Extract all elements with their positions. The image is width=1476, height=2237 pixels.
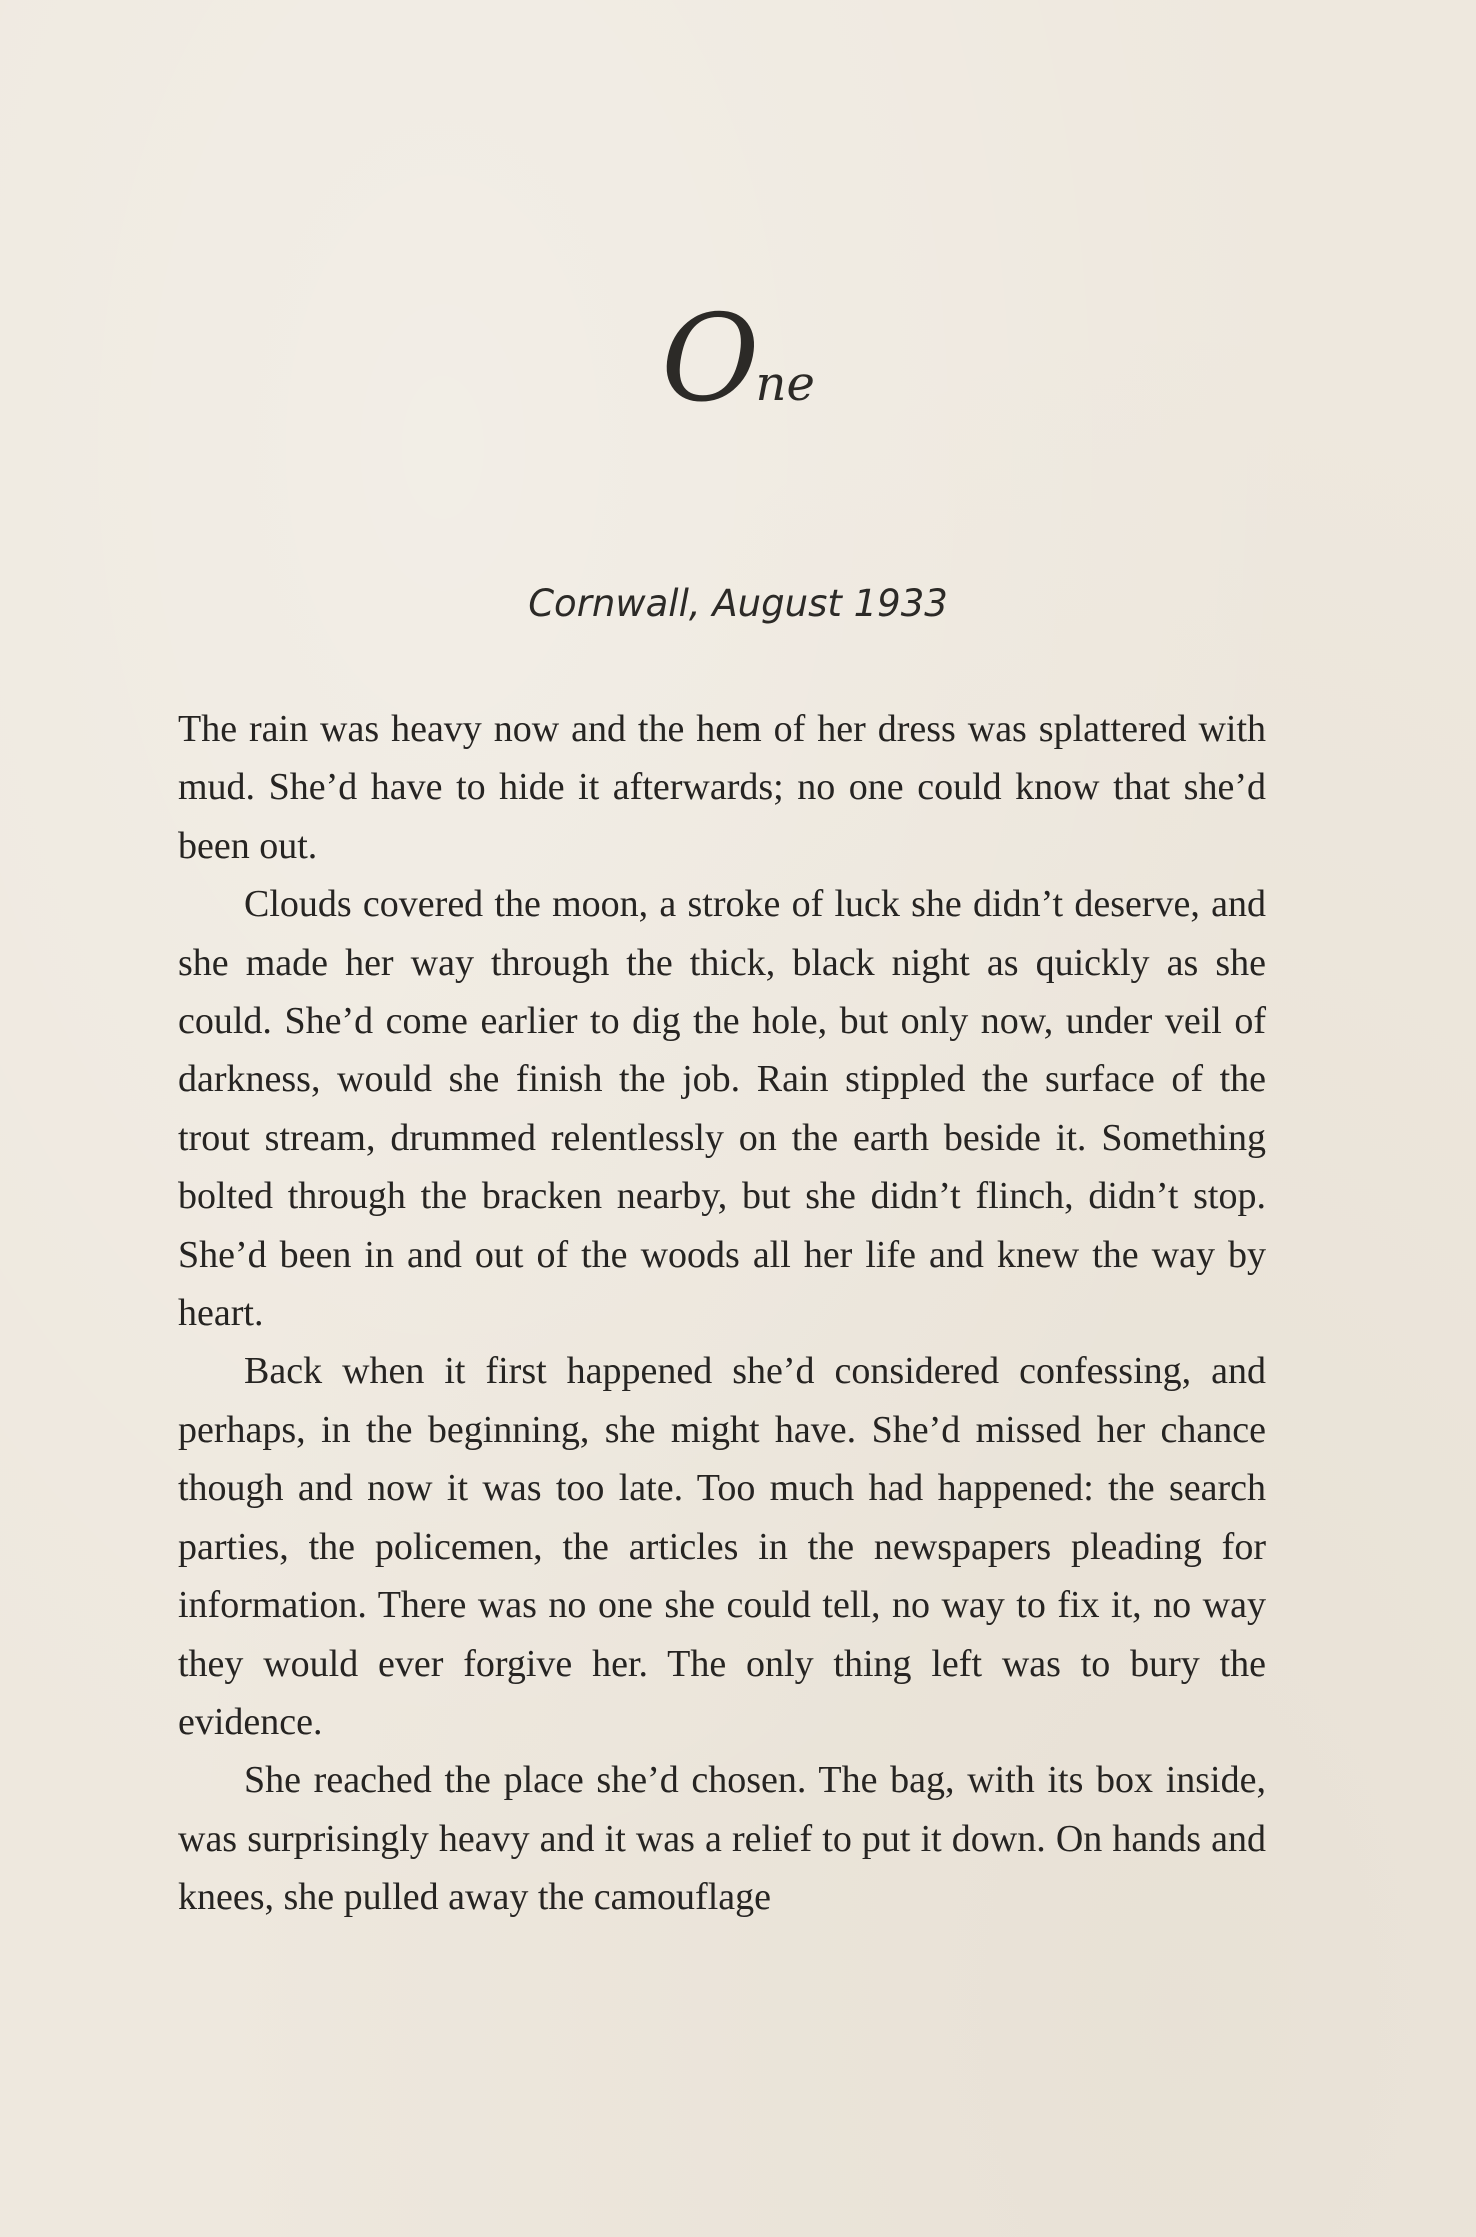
chapter-title-initial: O (661, 290, 756, 429)
chapter-title (0, 290, 1476, 429)
body-text (178, 700, 1266, 1927)
chapter-place-date: Cornwall, August 1933 (528, 582, 948, 625)
paragraph-4: She reached the place she’d chosen. The bag, with its box inside, was surprisingly heavy and it was a relief to put it down. On hands and knees, she pulled away the camouflage (178, 1759, 1266, 1919)
chapter-title-rest: ne (755, 356, 815, 412)
paragraph-2: Clouds covered the moon, a stroke of luck she didn’t deserve, and she made her way through the thick, black night as quickly as she could. She’d come earlier to dig the hole, but only now, under veil of darkness, would she finish the job. Rain stippled the surface of the trout stream, drummed relentlessly on the earth beside it. Something bolted through the bracken nearby, but she didn’t flinch, didn’t stop. She’d been in and out of the woods all her life and knew the way by heart. (178, 883, 1266, 1335)
paragraph-1: The rain was heavy now and the hem of her dress was splattered with mud. She’d have to hide it afterwards; no one could know that she’d been out. (178, 708, 1266, 867)
paragraph-3: Back when it first happened she’d considered confessing, and perhaps, in the beginning, she might have. She’d missed her chance though and now it was too late. Too much had happened: the search parties, the policemen, the articles in the newspapers pleading for information. There was no one she could tell, no way to fix it, no way they would ever forgive her. The only thing left was to bury the evidence. (178, 1350, 1266, 1743)
